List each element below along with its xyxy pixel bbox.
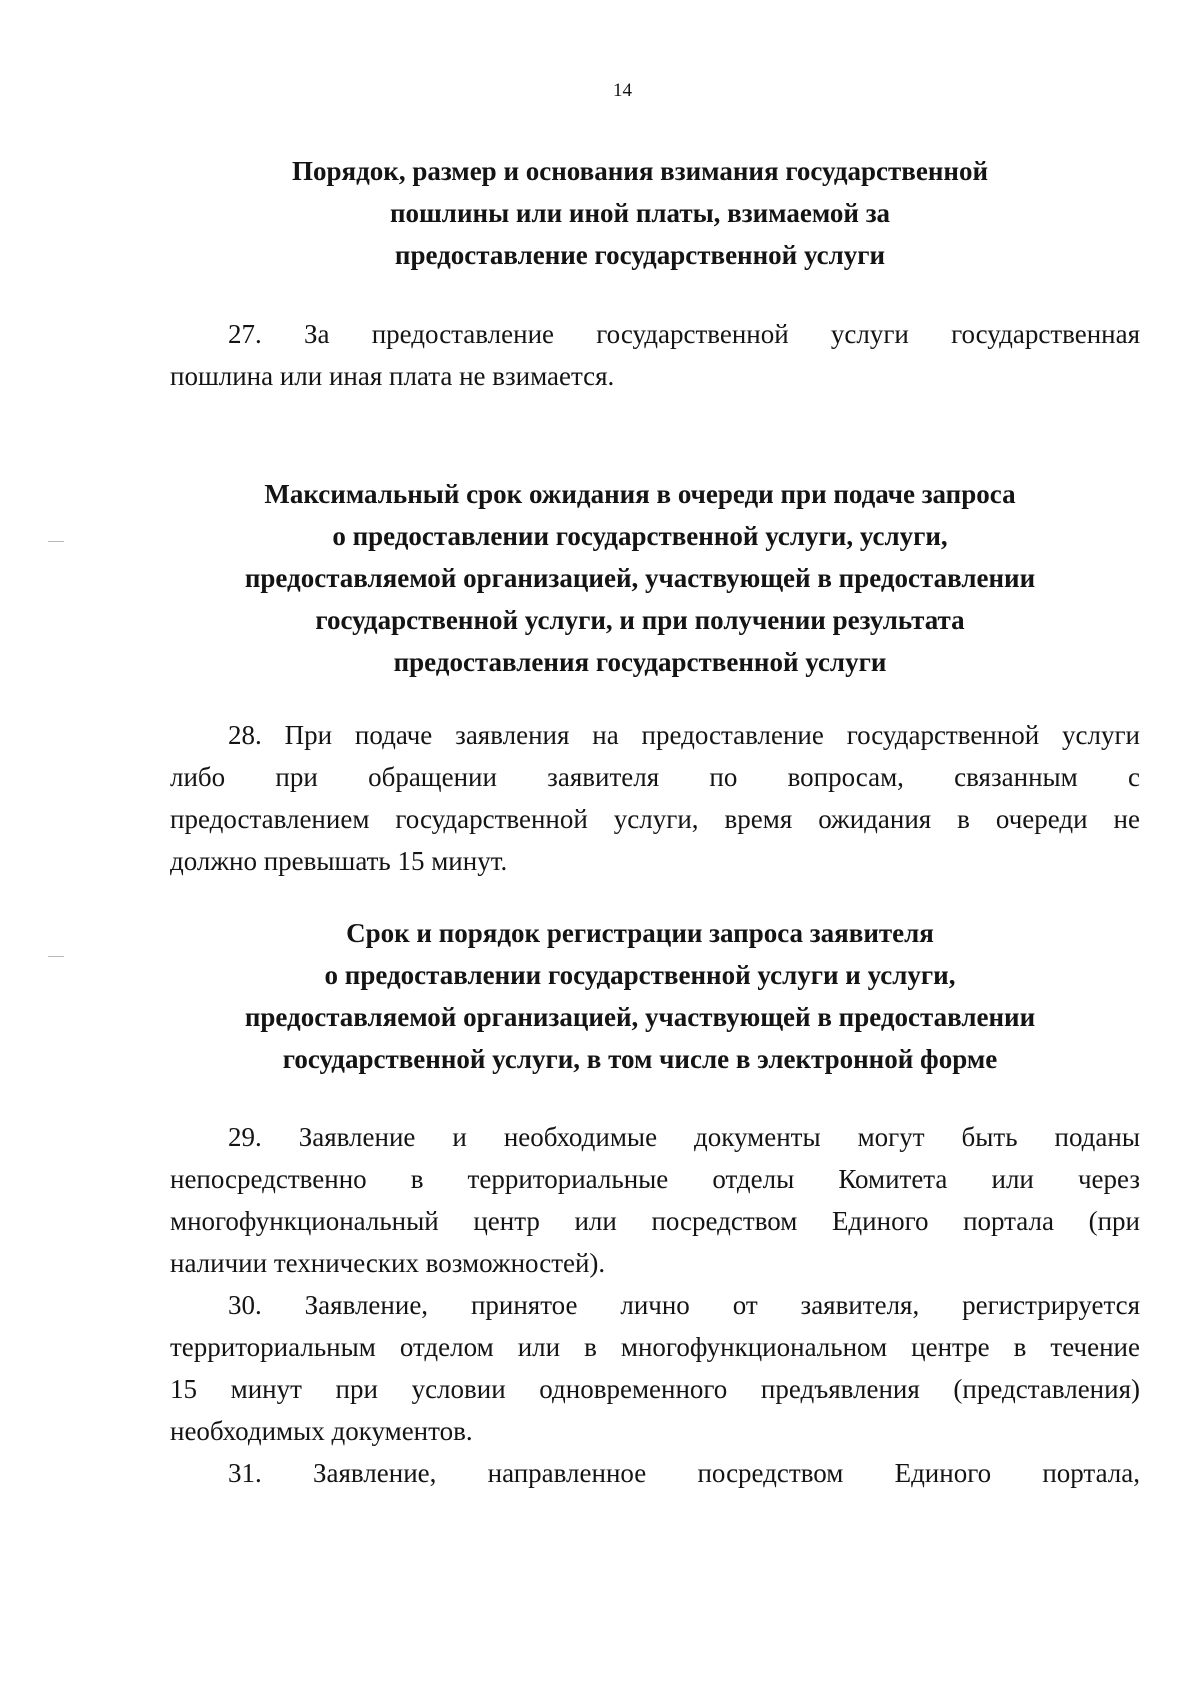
- heading-line: Максимальный срок ожидания в очереди при подаче запроса: [264, 479, 1016, 509]
- heading-line: государственной услуги, и при получении результата: [315, 605, 965, 635]
- heading-line: предоставления государственной услуги: [393, 647, 887, 677]
- paragraph-line: многофункциональный центр или посредством Единого портала (при: [170, 1206, 1140, 1236]
- paragraph-line: наличии технических возможностей).: [170, 1248, 606, 1278]
- paragraph-line: либо при обращении заявителя по вопросам, связанным с: [170, 762, 1140, 792]
- paragraph-line: территориальным отделом или в многофункциональном центре в течение: [170, 1332, 1140, 1362]
- heading-line: предоставляемой организацией, участвующей в предоставлении: [244, 563, 1036, 593]
- paragraph-line: предоставлением государственной услуги, время ожидания в очереди не: [170, 804, 1140, 834]
- paragraph-29: [170, 1116, 1140, 1284]
- paragraph-line: 29. Заявление и необходимые документы могут быть поданы: [228, 1122, 1140, 1152]
- heading-line: о предоставлении государственной услуги и услуги,: [324, 960, 956, 990]
- paragraph-line: 27. За предоставление государственной услуги государственная: [228, 319, 1140, 349]
- paragraph-line: непосредственно в территориальные отделы Комитета или через: [170, 1164, 1140, 1194]
- heading-line: Порядок, размер и основания взимания государственной: [291, 156, 989, 186]
- heading-line: Срок и порядок регистрации запроса заявителя: [346, 918, 934, 948]
- paragraph-line: необходимых документов.: [170, 1416, 473, 1446]
- paragraph-27: [170, 313, 1140, 397]
- paragraph-line: пошлина или иная плата не взимается.: [170, 361, 615, 391]
- heading-line: предоставляемой организацией, участвующей в предоставлении: [244, 1002, 1036, 1032]
- paragraph-line: 15 минут при условии одновременного предъявления (представления): [170, 1374, 1140, 1404]
- scan-mark: [48, 956, 64, 957]
- heading-line: предоставление государственной услуги: [394, 240, 886, 270]
- section-heading-registration: [150, 912, 1130, 1080]
- section-heading-queue-time: [150, 473, 1130, 683]
- section-heading-fee: [150, 150, 1130, 276]
- paragraph-line: 30. Заявление, принятое лично от заявителя, регистрируется: [228, 1290, 1140, 1320]
- paragraph-line: 31. Заявление, направленное посредством Единого портала,: [228, 1458, 1140, 1488]
- paragraph-line: должно превышать 15 минут.: [170, 846, 508, 876]
- scan-mark: [48, 541, 64, 542]
- page-number: 14: [613, 80, 632, 101]
- paragraph-line: 28. При подаче заявления на предоставление государственной услуги: [228, 720, 1140, 750]
- paragraph-28: [170, 714, 1140, 882]
- paragraph-30: [170, 1284, 1140, 1452]
- heading-line: государственной услуги, в том числе в электронной форме: [282, 1044, 998, 1074]
- paragraph-31: [170, 1452, 1140, 1494]
- heading-line: о предоставлении государственной услуги, услуги,: [332, 521, 948, 551]
- heading-line: пошлины или иной платы, взимаемой за: [389, 198, 891, 228]
